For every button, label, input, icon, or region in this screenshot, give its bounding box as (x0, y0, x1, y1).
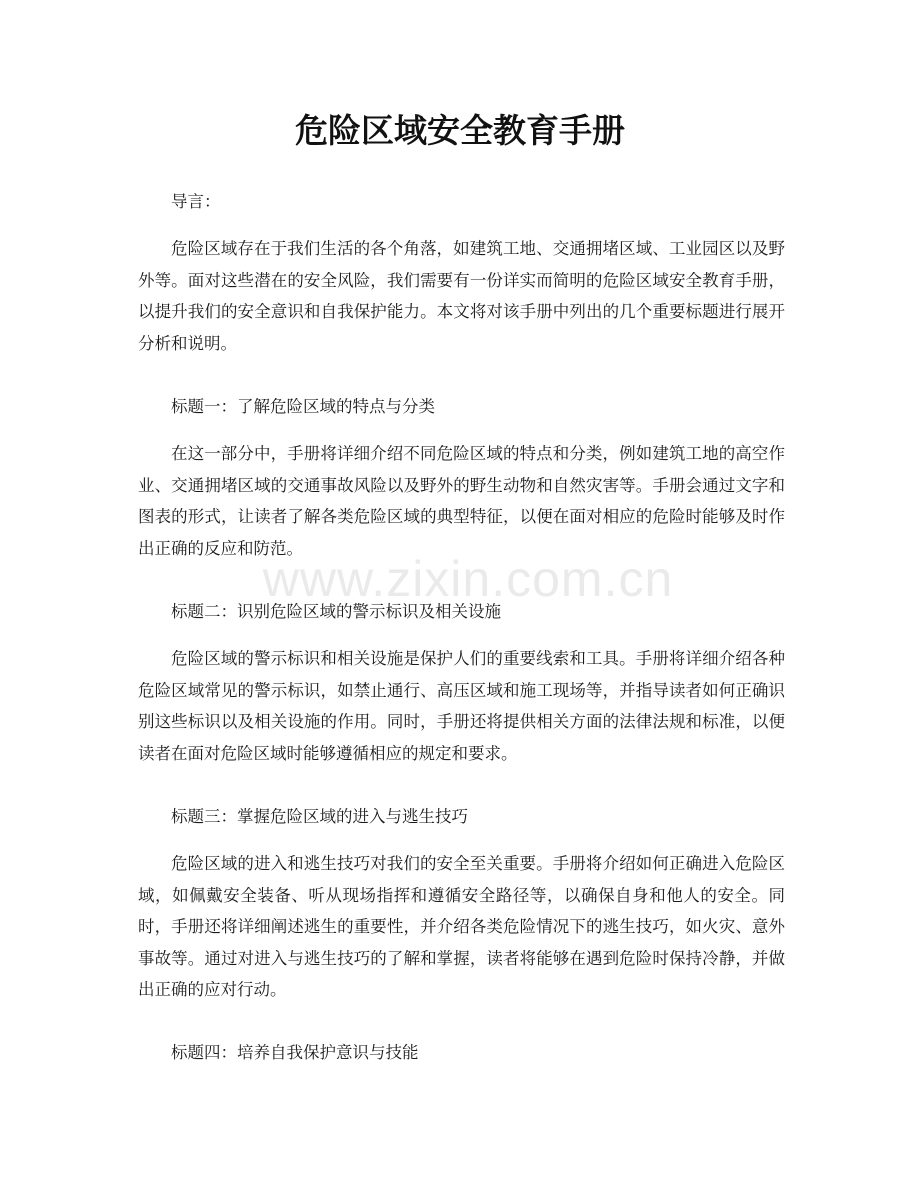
section-paragraph-1: 在这一部分中，手册将详细介绍不同危险区域的特点和分类，例如建筑工地的高空作业、交通拥堵区域的交通事故风险以及野外的野生动物和自然灾害等。手册会通过文字和图表的形式，让读者了解各类危险区域的典型特征，以便在面对相应的危险时能够及时作出正确的反应和防范。 (138, 444, 785, 558)
document-title: 危险区域安全教育手册 (295, 111, 625, 150)
section-heading-2: 标题二：识别危险区域的警示标识及相关设施 (171, 602, 501, 621)
section-heading-3: 标题三：掌握危险区域的进入与逃生技巧 (171, 807, 468, 826)
intro-label: 导言： (171, 192, 221, 211)
intro-paragraph: 危险区域存在于我们生活的各个角落，如建筑工地、交通拥堵区域、工业园区以及野外等。面对这些潜在的安全风险，我们需要有一份详实而简明的危险区域安全教育手册，以提升我们的安全意识和自我保护能力。本文将对该手册中列出的几个重要标题进行展开分析和说明。 (138, 239, 785, 353)
section-heading-4: 标题四：培养自我保护意识与技能 (171, 1043, 419, 1062)
section-paragraph-3: 危险区域的进入和逃生技巧对我们的安全至关重要。手册将介绍如何正确进入危险区域，如佩戴安全装备、听从现场指挥和遵循安全路径等，以确保自身和他人的安全。同时，手册还将详细阐述逃生的重要性，并介绍各类危险情况下的逃生技巧，如火灾、意外事故等。通过对进入与逃生技巧的了解和掌握，读者将能够在遇到危险时保持冷静，并做出正确的应对行动。 (138, 854, 785, 999)
watermark: www.zixin.com.cn (262, 551, 674, 607)
section-paragraph-2: 危险区域的警示标识和相关设施是保护人们的重要线索和工具。手册将详细介绍各种危险区域常见的警示标识，如禁止通行、高压区域和施工现场等，并指导读者如何正确识别这些标识以及相关设施的作用。同时，手册还将提供相关方面的法律法规和标准，以便读者在面对危险区域时能够遵循相应的规定和要求。 (138, 649, 785, 763)
section-heading-1: 标题一：了解危险区域的特点与分类 (171, 397, 435, 416)
